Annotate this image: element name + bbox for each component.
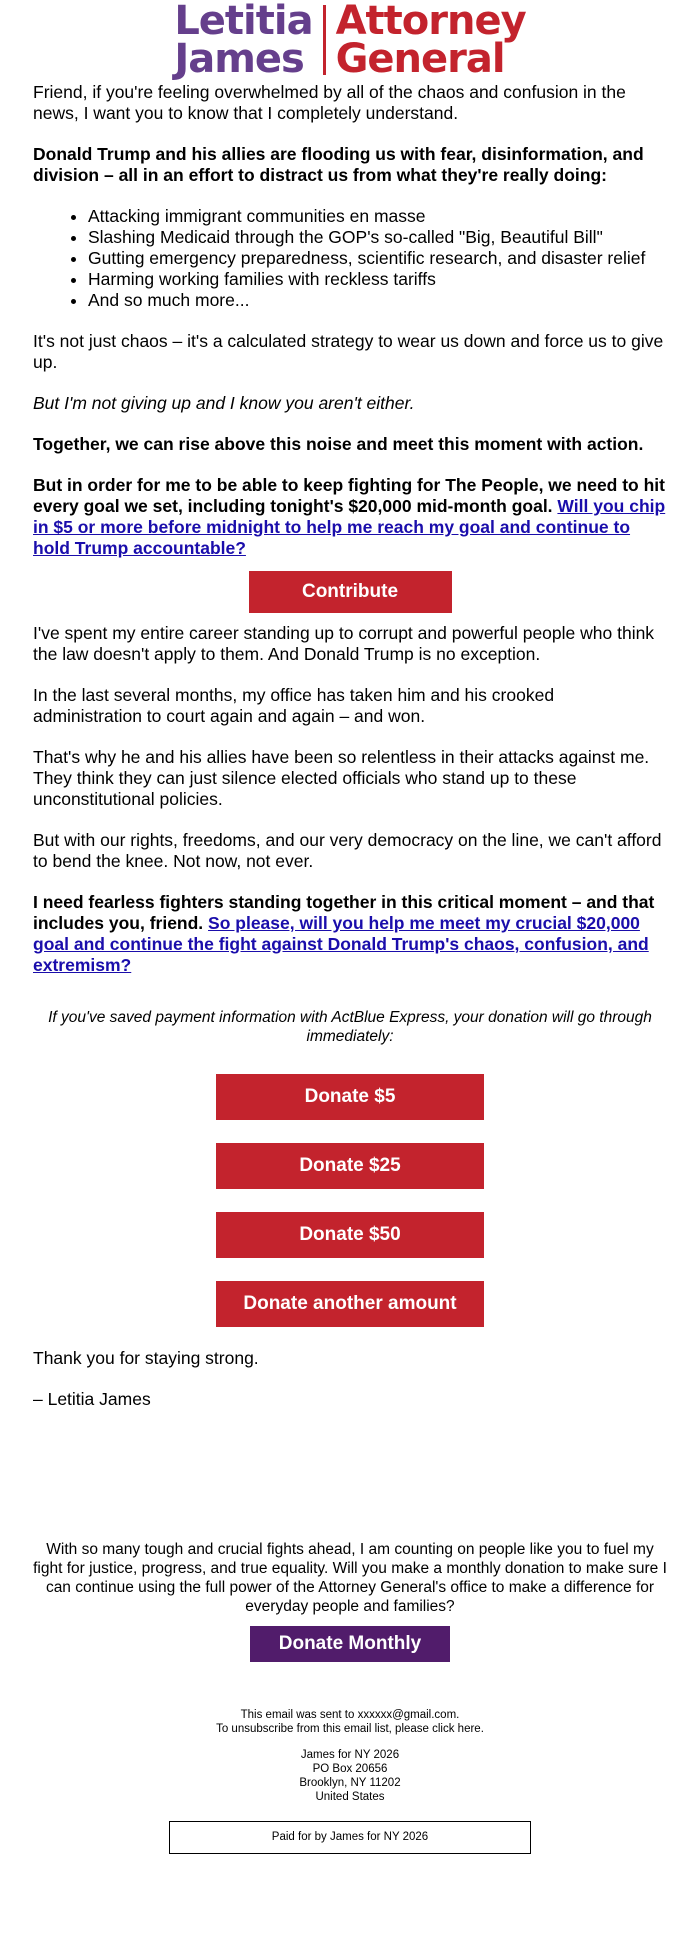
crucial-goal-link[interactable]: So please, will you help me meet my crucial $20,000 goal and continue the fight against Donald Trump's chaos, confusion, and extremism? xyxy=(33,913,649,975)
campaign-logo xyxy=(33,0,667,80)
logo-last-name: James xyxy=(174,36,304,82)
logo-title xyxy=(326,0,526,82)
career-paragraph: I've spent my entire career standing up to corrupt and powerful people who think the law doesn't apply to them. And Donald Trump is no exception. xyxy=(33,623,655,664)
donate-50-button[interactable]: Donate $50 xyxy=(216,1212,484,1258)
not-giving-up-paragraph: But I'm not giving up and I know you aren't either. xyxy=(33,393,415,413)
flooding-paragraph: Donald Trump and his allies are flooding us with fear, disinformation, and division – all in an effort to distract us from what they're really doing: xyxy=(33,144,644,185)
strategy-paragraph: It's not just chaos – it's a calculated strategy to wear us down and force us to give up. xyxy=(33,331,664,372)
list-item: • Harming working families with reckless tariffs xyxy=(88,269,667,290)
logo-title-line2: General xyxy=(335,36,505,82)
together-paragraph: Together, we can rise above this noise and meet this moment with action. xyxy=(33,434,644,454)
logo-name xyxy=(174,0,322,82)
thanks-line: Thank you for staying strong. xyxy=(33,1348,259,1368)
democracy-paragraph: But with our rights, freedoms, and our very democracy on the line, we can't afford to bend the knee. Not now, not ever. xyxy=(33,830,662,871)
actblue-express-note: If you've saved payment information with ActBlue Express, your donation will go through immediately: xyxy=(48,1009,652,1045)
donate-monthly-button[interactable]: Donate Monthly xyxy=(250,1626,450,1662)
bullet-list xyxy=(33,206,667,311)
fighters-text: I need fearless fighters standing together in this critical moment – and that includes you, friend. xyxy=(33,892,655,933)
footer xyxy=(33,1708,667,1804)
list-item: • Slashing Medicaid through the GOP's so-called "Big, Beautiful Bill" xyxy=(88,227,667,248)
logo-first-name: Letitia xyxy=(174,0,313,44)
logo-title-line1: Attorney xyxy=(335,0,526,44)
address-line: PO Box 20656 xyxy=(312,1763,388,1775)
address-line: James for NY 2026 xyxy=(300,1749,400,1761)
email-body xyxy=(33,0,667,1854)
court-paragraph: In the last several months, my office has taken him and his crooked administration to court again and again – and won. xyxy=(33,685,555,726)
list-item: • Attacking immigrant communities en masse xyxy=(88,206,667,227)
address-line: Brooklyn, NY 11202 xyxy=(299,1777,401,1789)
attacks-paragraph: That's why he and his allies have been so relentless in their attacks against me. They think they can just silence elected officials who stand up to these unconstitutional policies. xyxy=(33,747,650,809)
goal-text: But in order for me to be able to keep fighting for The People, we need to hit every goal we set, including tonight's $20,000 mid-month goal. xyxy=(33,475,665,516)
chip-in-link[interactable]: Will you chip in $5 or more before midnight to help me reach my goal and continue to hold Trump accountable? xyxy=(33,496,666,558)
fighters-paragraph xyxy=(33,892,667,976)
address-line: United States xyxy=(315,1791,385,1803)
paid-for-disclaimer: Paid for by James for NY 2026 xyxy=(169,1821,531,1854)
contribute-row xyxy=(33,579,667,623)
unsubscribe-link[interactable]: To unsubscribe from this email list, please click here. xyxy=(216,1723,484,1735)
list-item: • And so much more... xyxy=(88,290,667,311)
intro-paragraph: Friend, if you're feeling overwhelmed by all of the chaos and confusion in the news, I want you to know that I completely understand. xyxy=(33,82,626,123)
goal-paragraph xyxy=(33,475,667,559)
list-item: • Gutting emergency preparedness, scientific research, and disaster relief xyxy=(88,248,667,269)
monthly-appeal: With so many tough and crucial fights ahead, I am counting on people like you to fuel my fight for justice, progress, and true equality. Will you make a monthly donation to make sure I can continue using the full power of the Attorney General's office to make a difference for everyday people and families? xyxy=(33,1541,667,1615)
sent-to-line: This email was sent to xxxxxx@gmail.com. xyxy=(240,1709,460,1721)
donate-25-button[interactable]: Donate $25 xyxy=(216,1143,484,1189)
signature: – Letitia James xyxy=(33,1389,151,1409)
contribute-button[interactable]: Contribute xyxy=(249,571,452,613)
mailing-address xyxy=(33,1748,667,1804)
donate-other-amount-button[interactable]: Donate another amount xyxy=(216,1281,484,1327)
donate-5-button[interactable]: Donate $5 xyxy=(216,1074,484,1120)
